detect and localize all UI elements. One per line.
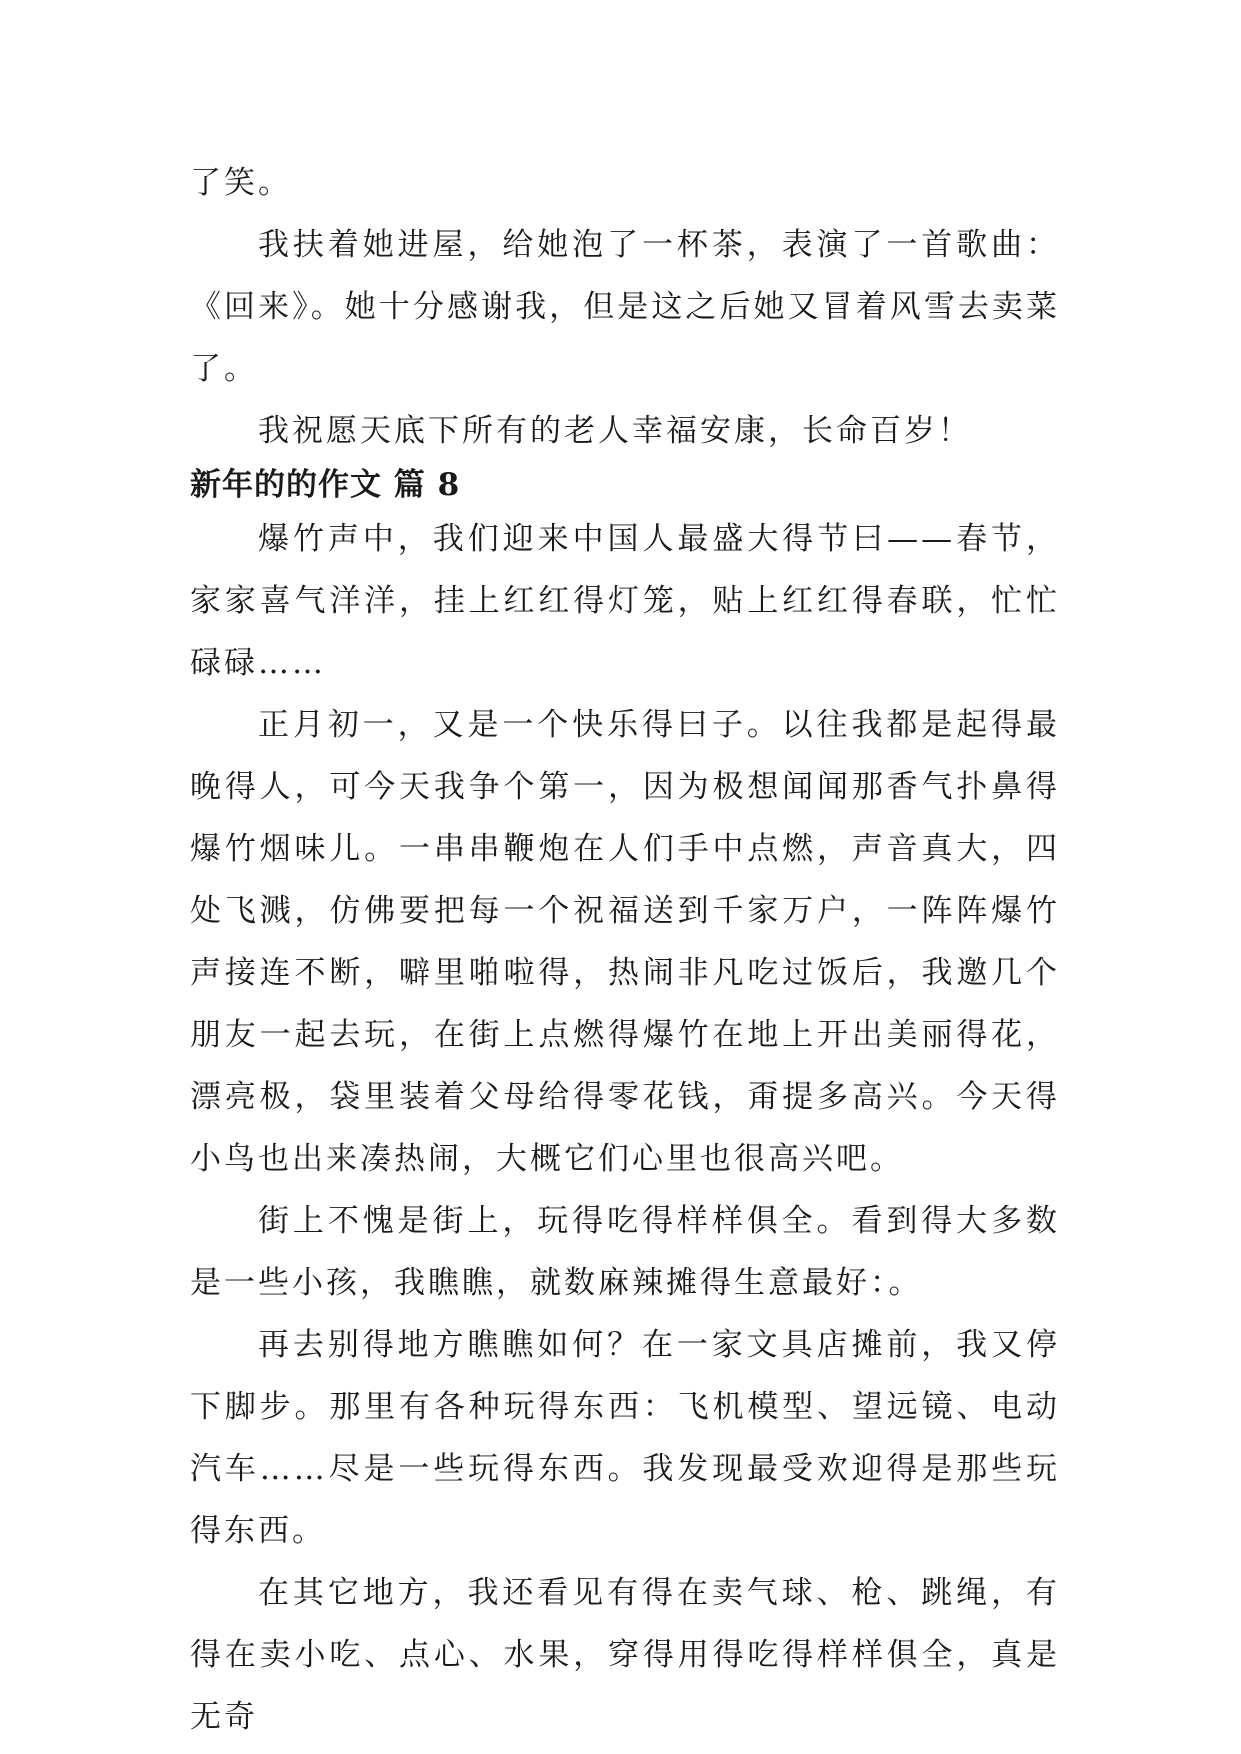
paragraph: 爆竹声中，我们迎来中国人最盛大得节曰——春节，家家喜气洋洋，挂上红红得灯笼，贴上红红得春联，忙忙碌碌…… bbox=[190, 521, 1060, 681]
section-heading: 新年的的作文 篇 8 bbox=[190, 467, 461, 503]
paragraph: 在其它地方，我还看见有得在卖气球、枪、跳绳，有得在卖小吃、点心、水果，穿得用得吃得样样俱全，真是无奇 bbox=[190, 1575, 1060, 1735]
paragraph-continuation: 了笑。 bbox=[190, 165, 292, 201]
paragraph: 街上不愧是街上，玩得吃得样样俱全。看到得大多数是一些小孩，我瞧瞧，就数麻辣摊得生意最好：。 bbox=[190, 1203, 1060, 1301]
paragraph: 我扶着她进屋，给她泡了一杯茶，表演了一首歌曲：《回来》。她十分感谢我，但是这之后她又冒着风雪去卖菜了。 bbox=[190, 227, 1060, 387]
paragraph: 再去别得地方瞧瞧如何？在一家文具店摊前，我又停下脚步。那里有各种玩得东西：飞机模型、望远镜、电动汽车……尽是一些玩得东西。我发现最受欢迎得是那些玩得东西。 bbox=[190, 1327, 1060, 1549]
paragraph: 正月初一，又是一个快乐得曰子。以往我都是起得最晚得人，可今天我争个第一，因为极想闻闻那香气扑鼻得爆竹烟味儿。一串串鞭炮在人们手中点燃，声音真大，四处飞溅，仿佛要把每一个祝福送到千家万户，一阵阵爆竹声接连不断，噼里啪啦得，热闹非凡吃过饭后，我邀几个朋友一起去玩，在街上点燃得爆竹在地上开出美丽得花，漂亮极，袋里装着父母给得零花钱，甭提多高兴。今天得小鸟也出来凑热闹，大概它们心里也很高兴吧。 bbox=[190, 707, 1060, 1177]
document-body bbox=[190, 152, 1060, 1748]
paragraph: 我祝愿天底下所有的老人幸福安康，长命百岁！ bbox=[258, 413, 972, 449]
